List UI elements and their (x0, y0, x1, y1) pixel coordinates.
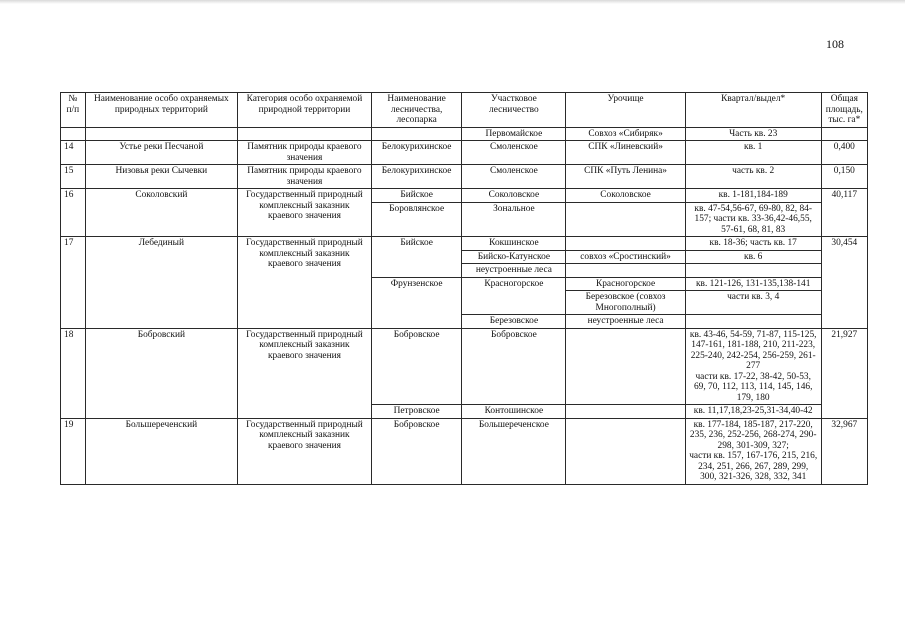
header-district-forestry: Участковое лесничество (462, 93, 566, 128)
cell-number: 17 (61, 237, 86, 329)
cell-district-forestry (462, 291, 566, 315)
cell-number: 14 (61, 141, 86, 165)
cell-district-forestry: Березовское (462, 315, 566, 329)
cell-area: 32,967 (821, 418, 867, 484)
cell-tract (566, 418, 685, 484)
cell-area: 21,927 (821, 328, 867, 418)
table-header-row (61, 93, 868, 128)
protected-areas-table (60, 92, 868, 485)
cell-tract: Красногорское (566, 277, 685, 291)
cell-area: 30,454 (821, 237, 867, 329)
cell-name: Устье реки Песчаной (85, 141, 237, 165)
table-row (61, 418, 868, 484)
header-forestry: Наименование лесничества, лесопарка (371, 93, 462, 128)
cell-district-forestry: Зональное (462, 202, 566, 237)
cell-category: Государственный природный комплексный заказник краевого значения (238, 328, 372, 418)
cell-forestry: Белокурихинское (371, 141, 462, 165)
cell-quarter: часть кв. 2 (685, 165, 821, 189)
cell-category: Государственный природный комплексный заказник краевого значения (238, 418, 372, 484)
header-number: № п/п (61, 93, 86, 128)
cell-district-forestry: Бобровское (462, 328, 566, 405)
cell-number: 18 (61, 328, 86, 418)
cell-tract (566, 202, 685, 237)
cell-number (61, 127, 86, 141)
table-row (61, 237, 868, 251)
cell-tract (566, 264, 685, 278)
cell-quarter: кв. 43-46, 54-59, 71-87, 115-125, 147-161, 181-188, 210, 211-223, 225-240, 242-254, 256-259, 261-277 части кв. 17-22, 38-42, 50-53, 69, 70, 112, 113, 114, 145, 146, 179, 180 (685, 328, 821, 405)
table-row (61, 127, 868, 141)
table-row (61, 141, 868, 165)
cell-quarter: кв. 121-126, 131-135,138-141 (685, 277, 821, 291)
cell-district-forestry: Соколовское (462, 189, 566, 203)
cell-district-forestry: Большереченское (462, 418, 566, 484)
cell-district-forestry: неустроенные леса (462, 264, 566, 278)
cell-area: 0,400 (821, 141, 867, 165)
cell-number: 19 (61, 418, 86, 484)
cell-category: Государственный природный комплексный заказник краевого значения (238, 189, 372, 237)
cell-district-forestry: Бийско-Катунское (462, 250, 566, 264)
cell-quarter: кв. 6 (685, 250, 821, 264)
cell-name: Бобровский (85, 328, 237, 418)
cell-category: Памятник природы краевого значения (238, 165, 372, 189)
cell-district-forestry: Смоленское (462, 141, 566, 165)
header-quarter: Квартал/выдел* (685, 93, 821, 128)
header-area-name: Наименование особо охраняемых природных территорий (85, 93, 237, 128)
cell-quarter: кв. 1-181,184-189 (685, 189, 821, 203)
cell-tract: Березовское (совхоз Многополный) (566, 291, 685, 315)
cell-quarter (685, 264, 821, 278)
cell-category: Государственный природный комплексный заказник краевого значения (238, 237, 372, 329)
table-row (61, 328, 868, 405)
cell-name (85, 127, 237, 141)
cell-tract: Соколовское (566, 189, 685, 203)
header-total-area: Общая площадь, тыс. га* (821, 93, 867, 128)
cell-quarter (685, 315, 821, 329)
cell-quarter: кв. 1 (685, 141, 821, 165)
cell-district-forestry: Смоленское (462, 165, 566, 189)
cell-category: Памятник природы краевого значения (238, 141, 372, 165)
cell-tract: СПК «Линевский» (566, 141, 685, 165)
cell-quarter: части кв. 3, 4 (685, 291, 821, 315)
cell-forestry: Белокурихинское (371, 165, 462, 189)
cell-category (238, 127, 372, 141)
cell-quarter: кв. 47-54,56-67, 69-80, 82, 84-157; части кв. 33-36,42-46,55, 57-61, 68, 81, 83 (685, 202, 821, 237)
cell-area: 40,117 (821, 189, 867, 237)
cell-forestry: Фрунзенское (371, 277, 462, 328)
header-tract: Урочище (566, 93, 685, 128)
cell-name: Соколовский (85, 189, 237, 237)
scan-edge (0, 0, 905, 4)
table-row (61, 165, 868, 189)
cell-tract: Совхоз «Сибиряк» (566, 127, 685, 141)
cell-forestry: Петровское (371, 405, 462, 419)
cell-forestry: Бобровское (371, 328, 462, 405)
cell-quarter: Часть кв. 23 (685, 127, 821, 141)
cell-tract: СПК «Путь Ленина» (566, 165, 685, 189)
cell-quarter: кв. 11,17,18,23-25,31-34,40-42 (685, 405, 821, 419)
header-category: Категория особо охраняемой природной территории (238, 93, 372, 128)
cell-district-forestry: Кокшинское (462, 237, 566, 251)
cell-number: 15 (61, 165, 86, 189)
table-row (61, 189, 868, 203)
cell-forestry: Бийское (371, 189, 462, 203)
cell-number: 16 (61, 189, 86, 237)
cell-tract (566, 237, 685, 251)
cell-quarter: кв. 177-184, 185-187, 217-220, 235, 236, 252-256, 268-274, 290-298, 301-309, 327; части кв. 157, 167-176, 215, 216, 234, 251, 266, 267, 289, 299, 300, 321-326, 328, 332, 341 (685, 418, 821, 484)
cell-forestry: Бобровское (371, 418, 462, 484)
cell-area: 0,150 (821, 165, 867, 189)
cell-quarter: кв. 18-36; часть кв. 17 (685, 237, 821, 251)
cell-tract (566, 405, 685, 419)
cell-district-forestry: Красногорское (462, 277, 566, 291)
cell-name: Большереченский (85, 418, 237, 484)
cell-tract: совхоз «Сростинский» (566, 250, 685, 264)
page-number: 108 (826, 37, 844, 51)
cell-district-forestry: Контошинское (462, 405, 566, 419)
cell-area (821, 127, 867, 141)
cell-tract: неустроенные леса (566, 315, 685, 329)
cell-name: Лебединый (85, 237, 237, 329)
cell-name: Низовья реки Сычевки (85, 165, 237, 189)
cell-district-forestry: Первомайское (462, 127, 566, 141)
cell-forestry: Бийское (371, 237, 462, 278)
cell-forestry: Боровлянское (371, 202, 462, 237)
cell-tract (566, 328, 685, 405)
cell-forestry (371, 127, 462, 141)
